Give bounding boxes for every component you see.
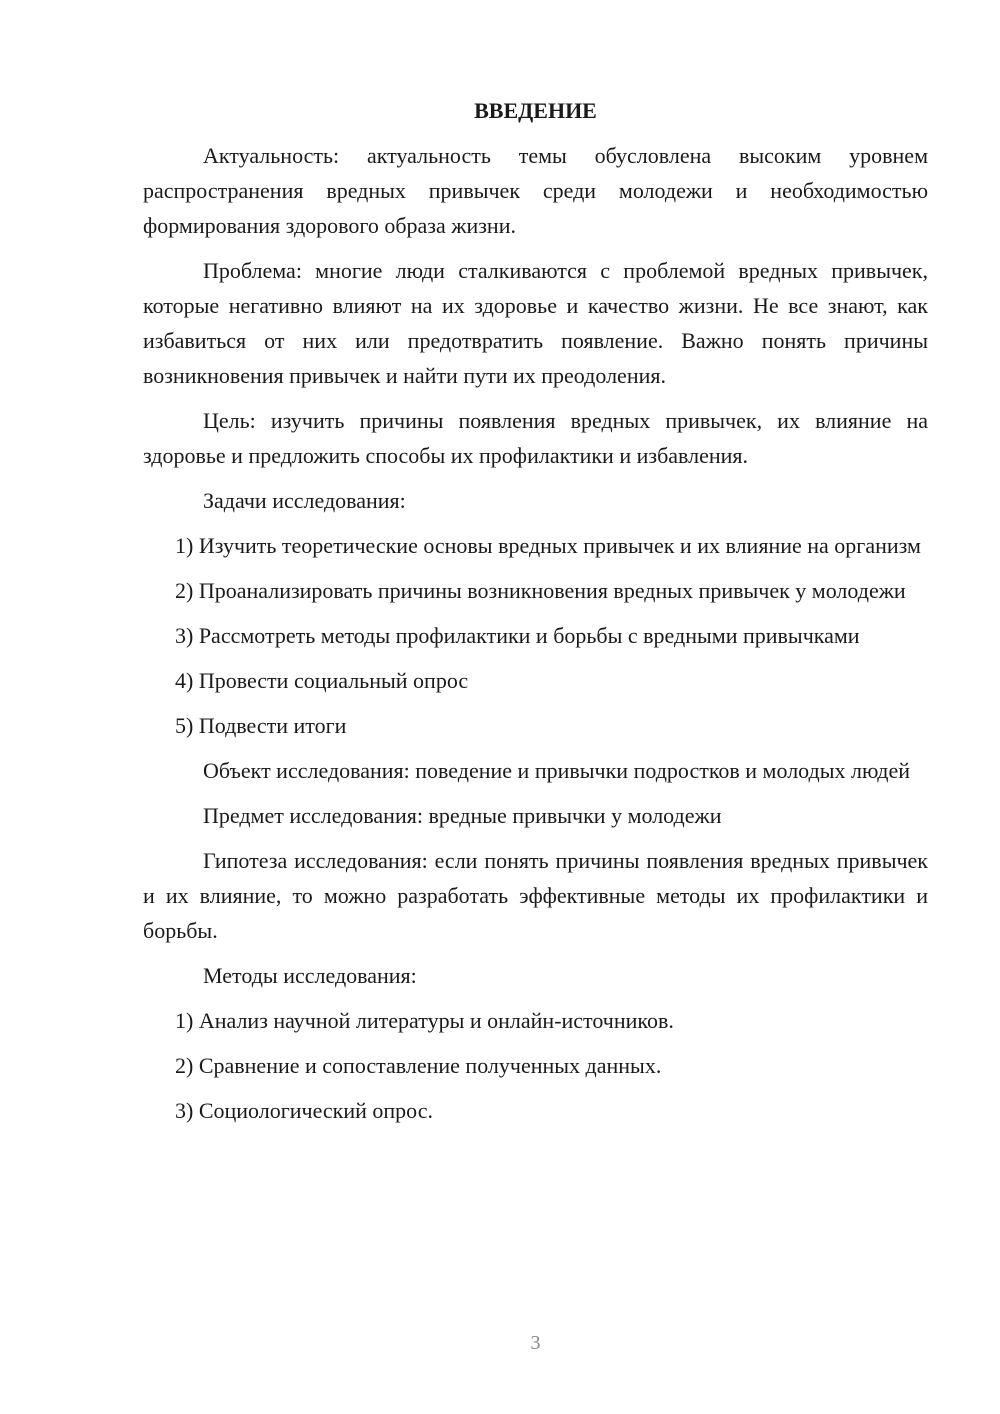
- subject-paragraph: Предмет исследования: вредные привычки у молодежи: [203, 803, 722, 828]
- section-title: ВВЕДЕНИЕ: [474, 98, 597, 123]
- task-item-4: 4) Провести социальный опрос: [175, 668, 469, 693]
- tasks-heading: Задачи исследования:: [203, 488, 406, 513]
- task-item-1: 1) Изучить теоретические основы вредных привычек и их влияние на организм: [175, 533, 921, 558]
- method-item-2: 2) Сравнение и сопоставление полученных данных.: [175, 1053, 662, 1078]
- hypothesis-paragraph: Гипотеза исследования: если понять причины появления вредных привычек и их влияние, то можно разработать эффективные методы их профилактики и борьбы.: [143, 848, 928, 943]
- relevance-paragraph: Актуальность: актуальность темы обусловлена высоким уровнем распространения вредных привычек среди молодежи и необходимостью формирования здорового образа жизни.: [143, 143, 928, 238]
- goal-paragraph: Цель: изучить причины появления вредных привычек, их влияние на здоровье и предложить способы их профилактики и избавления.: [143, 408, 928, 468]
- methods-heading: Методы исследования:: [203, 963, 417, 988]
- document-body: [143, 93, 928, 1138]
- problem-paragraph: Проблема: многие люди сталкиваются с проблемой вредных привычек, которые негативно влияют на их здоровье и качество жизни. Не все знают, как избавиться от них или предотвратить появление. Важно понять причины возникновения привычек и найти пути их преодоления.: [143, 258, 928, 388]
- task-item-5: 5) Подвести итоги: [175, 713, 347, 738]
- task-item-2: 2) Проанализировать причины возникновения вредных привычек у молодежи: [175, 578, 906, 603]
- object-paragraph: Объект исследования: поведение и привычки подростков и молодых людей: [203, 758, 911, 783]
- method-item-3: 3) Социологический опрос.: [175, 1098, 433, 1123]
- method-item-1: 1) Анализ научной литературы и онлайн-источников.: [175, 1008, 674, 1033]
- page-number: 3: [530, 1332, 541, 1354]
- task-item-3: 3) Рассмотреть методы профилактики и борьбы с вредными привычками: [175, 623, 860, 648]
